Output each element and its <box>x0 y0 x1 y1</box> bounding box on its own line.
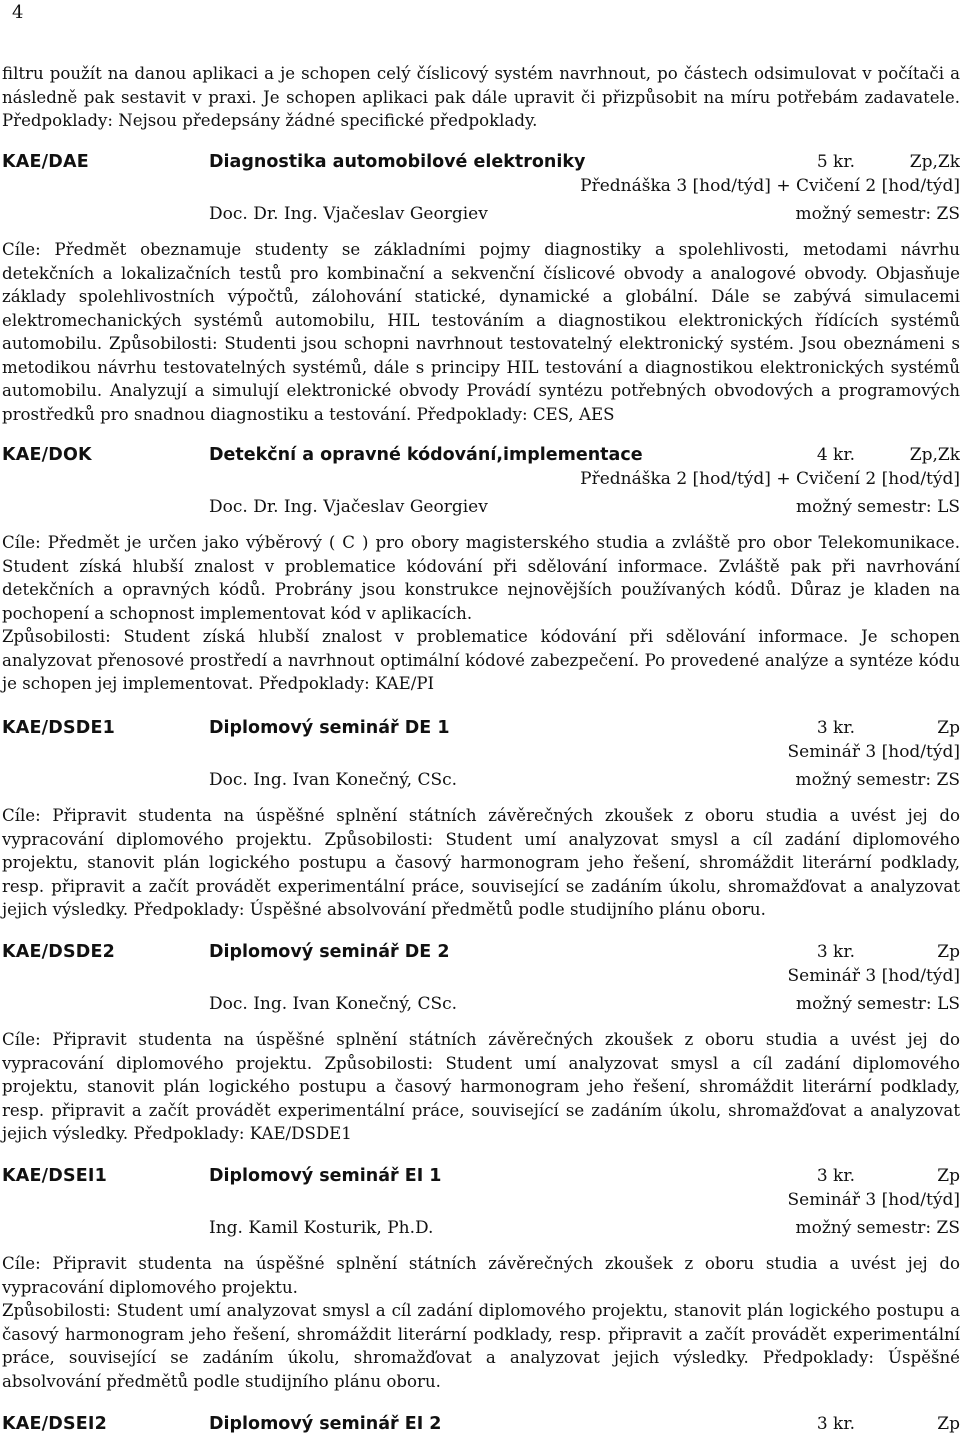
course-credits: 4 kr. <box>816 445 855 465</box>
course-hours: Seminář 3 [hod/týd] <box>787 966 960 986</box>
course-block <box>2 940 960 1146</box>
course-assessment: Zp <box>937 942 960 962</box>
course-title: Diplomový seminář DE 2 <box>209 942 450 962</box>
course-assessment: Zp <box>937 718 960 738</box>
course-header <box>2 1164 960 1188</box>
course-teacher: Doc. Dr. Ing. Vjačeslav Georgiev <box>209 204 488 224</box>
page-number: 4 <box>12 2 24 23</box>
course-teacher: Ing. Kamil Kosturik, Ph.D. <box>209 1218 434 1238</box>
course-code: KAE/DSEI1 <box>2 1166 108 1186</box>
course-teacher: Doc. Dr. Ing. Vjačeslav Georgiev <box>209 497 488 517</box>
course-assessment: Zp,Zk <box>909 445 960 465</box>
course-credits: 3 kr. <box>816 718 855 738</box>
course-header <box>2 1412 960 1436</box>
course-code: KAE/DSDE1 <box>2 718 116 738</box>
course-teacher-row <box>2 768 960 792</box>
paragraph: Způsobilosti: Student získá hlubší znalost v problematice kódování při sdělování informace. Je schopen analyzovat přenosové prostředí a navrhnout optimální kódové zabezpečení. Po provedené analýze a syntéze kódu je schopen jej implementovat. Předpoklady: KAE/PI <box>2 627 960 693</box>
paragraph: Cíle: Připravit studenta na úspěšné splnění státních závěrečných zkoušek z oboru studia a uvést jej do vypracování diplomového projektu. Způsobilosti: Student umí analyzovat smysl a cíl zadání diplomového projektu, stanovit plán logického postupu a časový harmonogram jeho řešení, shromáždit literární podklady, resp. připravit a začít provádět experimentální práce, související se zadáním úkolu, shromažďovat a analyzovat jejich výsledky. Předpoklady: KAE/DSDE1 <box>2 1030 960 1143</box>
course-semester: možný semestr: LS <box>796 994 960 1014</box>
intro-text <box>2 62 960 133</box>
course-block <box>2 1412 960 1436</box>
course-description <box>2 238 960 426</box>
paragraph: Cíle: Připravit studenta na úspěšné splnění státních závěrečných zkoušek z oboru studia a uvést jej do vypracování diplomového projektu. Způsobilosti: Student umí analyzovat smysl a cíl zadání diplomového projektu, stanovit plán logického postupu a časový harmonogram jeho řešení, shromáždit literární podklady, resp. připravit a začít provádět experimentální práce, související se zadáním úkolu, shromažďovat a analyzovat jejich výsledky. Předpoklady: Úspěšné absolvování předmětů podle studijního plánu oboru. <box>2 806 960 919</box>
course-hours-row <box>2 174 960 198</box>
course-header <box>2 443 960 467</box>
course-description <box>2 1252 960 1393</box>
course-teacher-row <box>2 1216 960 1240</box>
course-credits: 3 kr. <box>816 1414 855 1434</box>
course-hours-row <box>2 740 960 764</box>
course-semester: možný semestr: ZS <box>795 204 960 224</box>
course-code: KAE/DAE <box>2 152 89 172</box>
course-semester: možný semestr: LS <box>796 497 960 517</box>
course-title: Diagnostika automobilové elektroniky <box>209 152 586 172</box>
course-title: Diplomový seminář DE 1 <box>209 718 450 738</box>
course-code: KAE/DSDE2 <box>2 942 116 962</box>
course-header <box>2 716 960 740</box>
course-credits: 3 kr. <box>816 942 855 962</box>
paragraph: Cíle: Připravit studenta na úspěšné splnění státních závěrečných zkoušek z oboru studia a uvést jej do vypracování diplomového projektu. <box>2 1254 960 1297</box>
course-teacher-row <box>2 495 960 519</box>
paragraph: Cíle: Předmět je určen jako výběrový ( C ) pro obory magisterského studia a zvláště pro obor Telekomunikace. Student získá hlubší znalost v problematice kódování při sdělování informace. Zvláště pak při navrhování detekčních a opravných kódů. Probrány jsou konstrukce nejnovějších používaných kódů. Důraz je kladen na pochopení a schopnost implementovat kód v aplikacích. <box>2 533 960 623</box>
course-teacher: Doc. Ing. Ivan Konečný, CSc. <box>209 994 458 1014</box>
course-hours-row <box>2 467 960 491</box>
course-header <box>2 150 960 174</box>
course-block <box>2 150 960 426</box>
course-hours: Seminář 3 [hod/týd] <box>787 742 960 762</box>
course-teacher-row <box>2 202 960 226</box>
course-hours: Přednáška 2 [hod/týd] + Cvičení 2 [hod/týd] <box>580 469 960 489</box>
paragraph: Cíle: Předmět obeznamuje studenty se základními pojmy diagnostiky a spolehlivosti, metodami návrhu detekčních a lokalizačních testů pro kombinační a sekvenční číslicové obvody a analogové obvody. Objasňuje základy spolehlivostních výpočtů, zálohování statické, dynamické a globální. Dále se zabývá simulacemi elektromechanických systémů automobilu, HIL testováním a diagnostikou elektronických řídících systémů automobilu. Způsobilosti: Studenti jsou schopni navrhnout testovatelný elektronický systém. Jsou obeznámeni s metodikou návrhu testovatelných systémů, dále s principy HIL testování a diagnostikou elektronických systémů automobilu. Analyzují a simulují elektronické obvody Provádí syntézu potřebných obvodových a programových prostředků pro snadnou diagnostiku a testování. Předpoklady: CES, AES <box>2 240 960 424</box>
course-code: KAE/DOK <box>2 445 92 465</box>
course-teacher: Doc. Ing. Ivan Konečný, CSc. <box>209 770 458 790</box>
course-block <box>2 1164 960 1393</box>
course-description <box>2 531 960 696</box>
course-hours-row <box>2 964 960 988</box>
course-description <box>2 1028 960 1146</box>
paragraph: filtru použít na danou aplikaci a je schopen celý číslicový systém navrhnout, po částech odsimulovat v počítači a následně pak sestavit v praxi. Je schopen aplikaci pak dále upravit či přizpůsobit na míru potřebám zadavatele. Předpoklady: Nejsou předepsány žádné specifické předpoklady. <box>2 64 960 130</box>
course-semester: možný semestr: ZS <box>795 1218 960 1238</box>
paragraph: Způsobilosti: Student umí analyzovat smysl a cíl zadání diplomového projektu, stanovit plán logického postupu a časový harmonogram jeho řešení, shromáždit literární podklady, resp. připravit a začít provádět experimentální práce, související se zadáním úkolu, shromažďovat a analyzovat jejich výsledky. Předpoklady: Úspěšné absolvování předmětů podle studijního plánu oboru. <box>2 1301 960 1391</box>
course-code: KAE/DSEI2 <box>2 1414 108 1434</box>
course-hours: Přednáška 3 [hod/týd] + Cvičení 2 [hod/týd] <box>580 176 960 196</box>
course-title: Detekční a opravné kódování,implementace <box>209 445 643 465</box>
course-block <box>2 443 960 696</box>
course-title: Diplomový seminář EI 2 <box>209 1414 442 1434</box>
course-credits: 5 kr. <box>816 152 855 172</box>
course-credits: 3 kr. <box>816 1166 855 1186</box>
course-hours: Seminář 3 [hod/týd] <box>787 1190 960 1210</box>
course-semester: možný semestr: ZS <box>795 770 960 790</box>
course-teacher-row <box>2 992 960 1016</box>
course-assessment: Zp <box>937 1166 960 1186</box>
course-title: Diplomový seminář EI 1 <box>209 1166 442 1186</box>
course-header <box>2 940 960 964</box>
course-block <box>2 716 960 922</box>
course-assessment: Zp <box>937 1414 960 1434</box>
course-description <box>2 804 960 922</box>
course-hours-row <box>2 1188 960 1212</box>
course-assessment: Zp,Zk <box>909 152 960 172</box>
